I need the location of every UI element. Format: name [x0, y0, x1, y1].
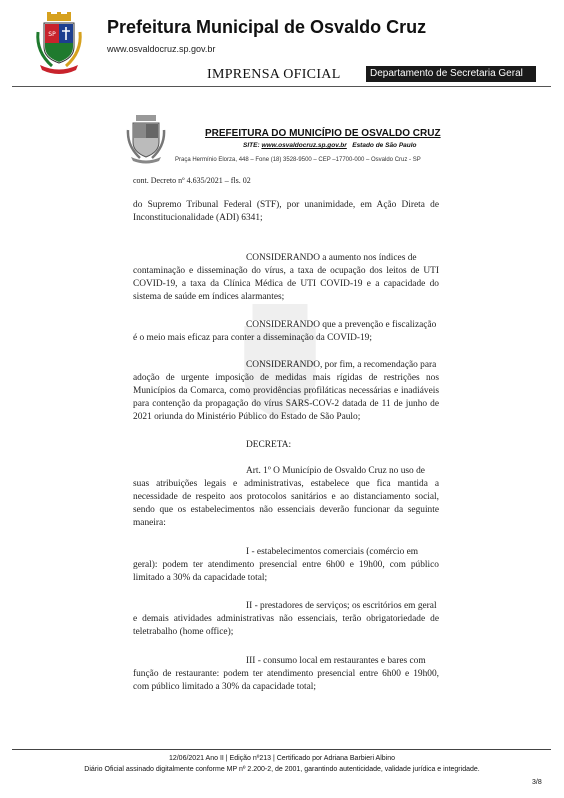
considerando-1-lead: CONSIDERANDO a aumento nos índices de	[246, 253, 417, 263]
considerando-3-lead: CONSIDERANDO, por fim, a recomendação para	[246, 360, 437, 370]
letterhead-site-url: www.osvaldocruz.sp.gov.br	[261, 142, 347, 149]
letterhead-address: Praça Hermínio Elorza, 448 – Fone (18) 3528-9500 – CEP –17700-000 – Osvaldo Cruz - SP	[175, 157, 421, 163]
svg-text:SP: SP	[48, 31, 56, 38]
municipal-coat-of-arms-logo	[34, 12, 84, 74]
edition-certification: 12/06/2021 Ano II | Edição nº213 | Certificado por Adriana Barbieri Albino	[168, 755, 396, 762]
continuation-reference: cont. Decreto nº 4.635/2021 – fls. 02	[133, 176, 251, 185]
article-1-body: suas atribuições legais e administrativas, estabelece que fica mantida a necessidade de respeito aos protocolos sanitários e ao distanciamento social, sendo que os estabelecimentos não essenciais deverão funcionar da seguinte maneira:	[133, 479, 439, 528]
item-iii-lead: III - consumo local em restaurantes e bares com	[246, 656, 426, 666]
letterhead-seal-icon	[126, 114, 166, 164]
letterhead-state: Estado de São Paulo	[352, 142, 417, 149]
considerando-1-body: contaminação e disseminação do vírus, a taxa de ocupação dos leitos de UTI COVID-19, a taxa da Clínica Médica de UTI COVID-19 e a capacidade do sistema de saúde em índices alarmantes;	[133, 266, 439, 302]
letterhead-site-label: SITE:	[243, 142, 260, 149]
publication-name: IMPRENSA OFICIAL	[207, 67, 341, 82]
header-divider	[12, 86, 551, 87]
site-title: Prefeitura Municipal de Osvaldo Cruz	[107, 17, 427, 37]
decreta-heading: DECRETA:	[246, 440, 292, 450]
department-label: Departamento de Secretaria Geral	[370, 68, 523, 79]
site-url-link[interactable]: www.osvaldocruz.sp.gov.br	[107, 44, 216, 54]
letterhead-site-line	[243, 142, 417, 149]
footer-divider	[12, 749, 551, 750]
item-i-body: geral): podem ter atendimento presencial entre 6h00 e 19h00, com público limitado a 30% da capacidade total;	[133, 560, 439, 583]
paragraph-stf: do Supremo Tribunal Federal (STF), por unanimidade, em Ação Direta de Inconstitucionalidade (ADI) 6341;	[133, 200, 439, 223]
item-iii-body: função de restaurante: podem ter atendimento presencial entre 6h00 e 19h00, com público limitado a 30% da capacidade total;	[133, 669, 439, 692]
item-ii-lead: II - prestadores de serviços; os escritórios em geral	[246, 601, 437, 611]
letterhead-title: PREFEITURA DO MUNICÍPIO DE OSVALDO CRUZ	[205, 128, 441, 139]
considerando-2-body: é o meio mais eficaz para conter a disseminação da COVID-19;	[133, 333, 372, 343]
considerando-3-body: adoção de urgente imposição de medidas mais rígidas de restrições nos Municípios da Comarca, como providências profiláticas necessárias e inadiáveis para contenção da propagação do vírus SARS-COV-2 datada de 11 de junho de 2021 oriunda do Ministério Público do Estado de São Paulo;	[133, 373, 439, 422]
item-i-lead: I - estabelecimentos comerciais (comércio em	[246, 547, 419, 557]
considerando-2-lead: CONSIDERANDO que a prevenção e fiscalização	[246, 320, 437, 330]
item-ii-body: e demais atividades administrativas não essenciais, terão obrigatoriedade de teletrabalho (home office);	[133, 614, 439, 637]
page-number: 3/8	[532, 779, 542, 786]
digital-signature-notice: Diário Oficial assinado digitalmente conforme MP nº 2.200-2, de 2001, garantindo autenticidade, validade jurídica e integridade.	[84, 766, 480, 773]
article-1-lead: Art. 1º O Município de Osvaldo Cruz no uso de	[246, 466, 425, 476]
